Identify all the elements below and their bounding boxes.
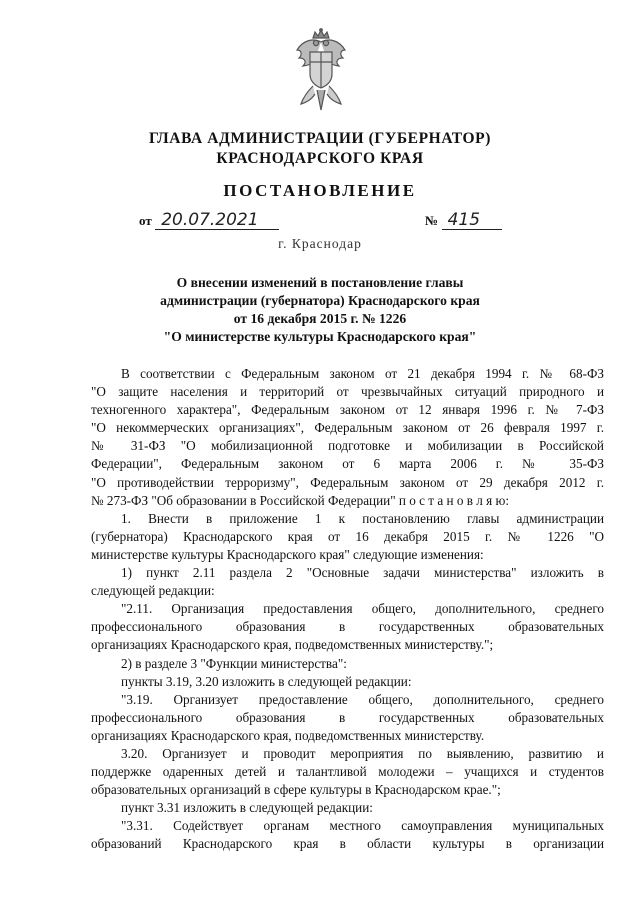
body-line: "О противодействии терроризму", Федеральным законом от 29 декабря 2012 г.: [91, 474, 604, 490]
body-line: министерстве культуры Краснодарского края" следующие изменения:: [91, 546, 484, 562]
body-line: организациях Краснодарского края, подведомственных министерству.";: [91, 637, 494, 653]
body-line: "3.19. Организует предоставление общего, дополнительного, среднего: [121, 691, 604, 707]
number-label: №: [425, 213, 439, 228]
body-line: профессионального образования в государственных образовательных: [91, 709, 604, 725]
body-line: № 31-ФЗ "О мобилизационной подготовке и мобилизации в Российской: [91, 438, 604, 454]
date-handwritten: 20.07.2021: [155, 211, 279, 230]
body-line: "О защите населения и территорий от чрезвычайных ситуаций природного и: [91, 384, 604, 400]
body-line: 1) пункт 2.11 раздела 2 "Основные задачи министерства" изложить в: [121, 565, 604, 581]
body-line: 3.20. Организует и проводит мероприятия по выявлению, развитию и: [121, 745, 604, 761]
body-line: 1. Внести в приложение 1 к постановлению главы администрации: [121, 510, 604, 526]
coat-of-arms-emblem: [293, 28, 349, 112]
body-line: следующей редакции:: [91, 583, 215, 599]
body-line: пункт 3.31 изложить в следующей редакции:: [121, 800, 373, 816]
body-line: образовательных организаций в сфере культуры в Краснодарском крае.";: [91, 782, 501, 798]
number-field: [425, 211, 502, 230]
issuer-line-1: ГЛАВА АДМИНИСТРАЦИИ (ГУБЕРНАТОР): [149, 130, 491, 147]
body-line: (губернатора) Краснодарского края от 16 декабря 2015 г. № 1226 "О: [91, 528, 604, 544]
body-line: организациях Краснодарского края, подведомственных министерству.: [91, 727, 485, 743]
body-line: профессионального образования в государственных образовательных: [91, 619, 604, 635]
date-field: [139, 211, 279, 230]
date-label: от: [139, 213, 152, 228]
number-handwritten: 415: [442, 211, 502, 230]
subject-line: О внесении изменений в постановление главы: [176, 275, 464, 290]
subject-line: администрации (губернатора) Краснодарского края: [160, 293, 480, 308]
body-line: образований Краснодарского края в области культуры в организации: [91, 836, 604, 852]
body-line: техногенного характера", Федеральным законом от 12 января 1996 г. № 7-ФЗ: [91, 402, 604, 418]
city-name: г. Краснодар: [278, 236, 362, 251]
body-line: В соответствии с Федеральным законом от 21 декабря 1994 г. № 68-ФЗ: [121, 366, 604, 381]
body-line: № 273-ФЗ "Об образовании в Российской Федерации" п о с т а н о в л я ю:: [91, 492, 510, 508]
body-line: "3.31. Содействует органам местного самоуправления муниципальных: [121, 818, 604, 834]
subject-line: от 16 декабря 2015 г. № 1226: [233, 311, 407, 326]
document-subject: [120, 274, 520, 346]
subject-line: "О министерстве культуры Краснодарского края": [163, 329, 477, 344]
body-line: 2) в разделе 3 "Функции министерства":: [121, 655, 347, 671]
body-line: "О некоммерческих организациях", Федеральным законом от 26 февраля 1997 г.: [91, 420, 604, 436]
document-type-title: ПОСТАНОВЛЕНИЕ: [223, 181, 417, 200]
body-line: "2.11. Организация предоставления общего, дополнительного, среднего: [121, 601, 604, 617]
document-body: [91, 365, 604, 854]
issuer-line-2: КРАСНОДАРСКОГО КРАЯ: [216, 150, 424, 167]
body-line: поддержке одаренных детей и талантливой молодежи – учащихся и студентов: [91, 764, 604, 780]
body-line: Федерации", Федеральным законом от 6 марта 2006 г. № 35-ФЗ: [91, 456, 604, 472]
body-line: пункты 3.19, 3.20 изложить в следующей редакции:: [121, 673, 412, 689]
